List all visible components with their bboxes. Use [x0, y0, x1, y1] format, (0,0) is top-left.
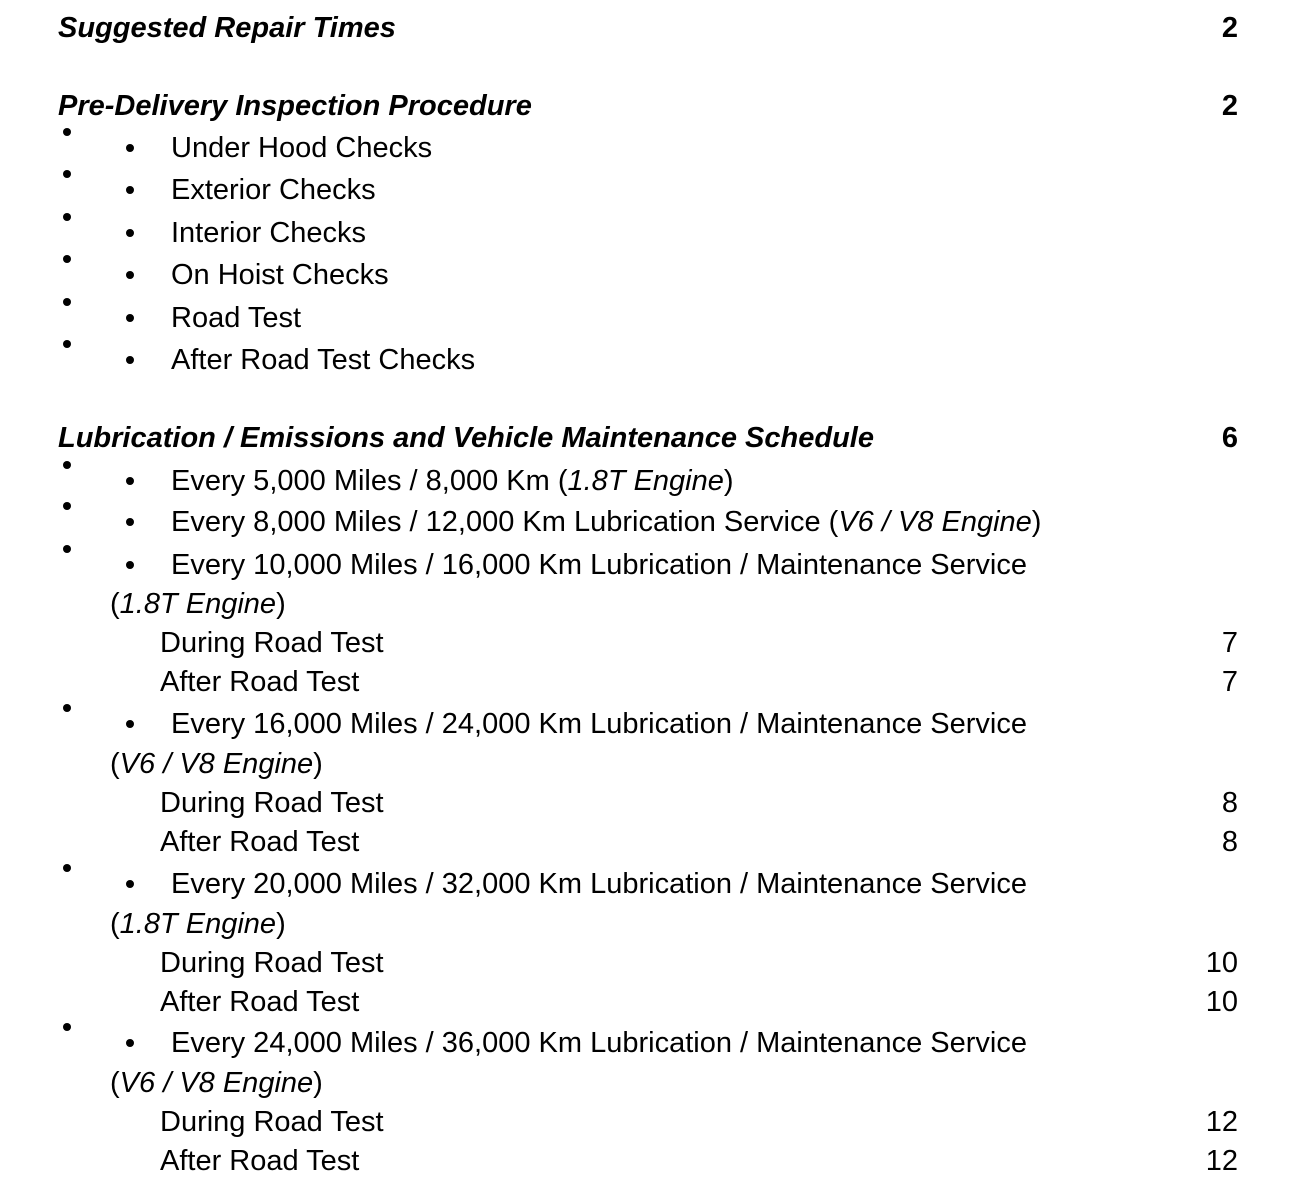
toc-label-text: Under Hood Checks	[171, 132, 433, 164]
toc-subentry	[0, 822, 1312, 862]
toc-label-text: Interior Checks	[171, 217, 367, 249]
toc-label	[58, 418, 874, 458]
toc-label-text: Suggested Repair Times	[58, 12, 396, 44]
toc-label-text: Every 10,000 Miles / 16,000 Km Lubrication / Maintenance Service	[171, 549, 1027, 581]
toc-label-text: After Road Test	[160, 666, 360, 698]
bullet-icon	[126, 477, 134, 485]
toc-label-text: During Road Test	[160, 787, 384, 819]
toc-label-text: Every 16,000 Miles / 24,000 Km Lubrication / Maintenance Service	[171, 708, 1027, 740]
toc-label-tail: )	[723, 465, 734, 497]
toc-label	[160, 1102, 384, 1142]
toc-label-text: Pre-Delivery Inspection Procedure	[58, 90, 532, 122]
toc-label-text: Exterior Checks	[171, 174, 376, 206]
toc-label	[110, 584, 286, 624]
bullet-icon	[126, 356, 134, 364]
bullet-icon	[126, 144, 134, 152]
toc-label-text: During Road Test	[160, 947, 384, 979]
toc-label	[160, 1141, 359, 1181]
toc-entry	[63, 170, 376, 206]
toc-label	[171, 461, 734, 501]
toc-label-text: Every 24,000 Miles / 36,000 Km Lubrication / Maintenance Service	[171, 1027, 1027, 1059]
toc-entry-continuation	[0, 744, 1312, 784]
engine-note: V6 / V8 Engine	[119, 1067, 314, 1099]
bullet-icon	[126, 720, 134, 728]
toc-label	[110, 1063, 323, 1103]
toc-label-text: During Road Test	[160, 1106, 384, 1138]
engine-note: V6 / V8 Engine	[838, 506, 1032, 538]
toc-entry	[63, 1023, 1027, 1059]
toc-label	[171, 1023, 1027, 1063]
toc-entry	[63, 255, 389, 291]
toc-heading	[0, 8, 1312, 48]
toc-label-tail: )	[313, 1067, 323, 1099]
toc-label	[171, 502, 1041, 542]
toc-entry	[63, 545, 1027, 581]
page-number: 8	[1221, 826, 1238, 858]
toc-entry	[63, 461, 734, 497]
page-number: 2	[1221, 90, 1238, 122]
toc-label	[171, 340, 475, 380]
toc-label	[160, 783, 384, 823]
toc-label-text: Every 20,000 Miles / 32,000 Km Lubrication / Maintenance Service	[171, 868, 1027, 900]
toc-label	[160, 822, 359, 862]
toc-label-text: (	[110, 588, 120, 620]
toc-label-text: During Road Test	[160, 627, 384, 659]
toc-label-tail: )	[276, 908, 286, 940]
bullet-icon	[126, 518, 134, 526]
toc-heading	[0, 418, 1312, 458]
toc-label-text: (	[110, 748, 120, 780]
bullet-icon	[126, 186, 134, 194]
toc-label	[110, 744, 323, 784]
toc-label	[171, 170, 376, 210]
toc-subentry	[0, 943, 1312, 983]
toc-label-text: Every 8,000 Miles / 12,000 Km Lubrication Service (	[171, 506, 839, 538]
toc-entry	[63, 704, 1027, 740]
engine-note: V6 / V8 Engine	[119, 748, 314, 780]
page-number: 6	[1221, 422, 1238, 454]
toc-subentry	[0, 662, 1312, 702]
bullet-icon	[126, 880, 134, 888]
toc-entry-continuation	[0, 584, 1312, 624]
bullet-icon	[126, 271, 134, 279]
toc-label-text: Road Test	[171, 302, 302, 334]
toc-label-tail: )	[276, 588, 286, 620]
toc-label	[160, 982, 359, 1022]
toc-heading	[0, 86, 1312, 126]
toc-label	[171, 704, 1027, 744]
toc-label	[171, 545, 1027, 585]
toc-label	[160, 623, 384, 663]
bullet-icon	[126, 229, 134, 237]
engine-note: 1.8T Engine	[567, 465, 724, 497]
toc-label	[171, 213, 366, 253]
bullet-icon	[126, 314, 134, 322]
page-number: 12	[1205, 1106, 1238, 1138]
toc-label-text: Every 5,000 Miles / 8,000 Km (	[171, 465, 568, 497]
toc-label-tail: )	[1031, 506, 1042, 538]
toc-entry	[63, 864, 1027, 900]
toc-entry	[63, 128, 433, 164]
page-number: 12	[1205, 1145, 1238, 1177]
page-number: 7	[1221, 666, 1238, 698]
toc-label-text: After Road Test Checks	[171, 344, 476, 376]
toc-label	[171, 255, 389, 295]
toc-entry	[63, 298, 302, 334]
toc-entry	[63, 213, 367, 249]
toc-label-text: (	[110, 908, 120, 940]
toc-label-text: Lubrication / Emissions and Vehicle Maintenance Schedule	[58, 422, 874, 454]
page-number: 2	[1221, 12, 1238, 44]
toc-label	[171, 128, 432, 168]
bullet-icon	[126, 561, 134, 569]
toc-entry	[63, 502, 1042, 538]
toc-label	[160, 662, 359, 702]
toc-label	[171, 298, 301, 338]
page-number: 8	[1221, 787, 1238, 819]
toc-label-text: After Road Test	[160, 826, 360, 858]
toc-subentry	[0, 982, 1312, 1022]
toc-label	[58, 86, 532, 126]
bullet-icon	[126, 1039, 134, 1047]
engine-note: 1.8T Engine	[119, 908, 277, 940]
toc-subentry	[0, 623, 1312, 663]
toc-label	[160, 943, 384, 983]
toc-subentry	[0, 1102, 1312, 1142]
page-number: 7	[1221, 627, 1238, 659]
page-number: 10	[1205, 947, 1238, 979]
toc-label-text: On Hoist Checks	[171, 259, 389, 291]
toc-label	[110, 904, 286, 944]
toc-label	[58, 8, 396, 48]
toc-subentry	[0, 1141, 1312, 1181]
toc-entry	[63, 340, 476, 376]
page-number: 10	[1205, 986, 1238, 1018]
toc-label	[171, 864, 1027, 904]
toc-entry-continuation	[0, 904, 1312, 944]
toc-subentry	[0, 783, 1312, 823]
toc-entry-continuation	[0, 1063, 1312, 1103]
engine-note: 1.8T Engine	[119, 588, 277, 620]
toc-label-text: After Road Test	[160, 1145, 360, 1177]
toc-label-text: After Road Test	[160, 986, 360, 1018]
toc-label-text: (	[110, 1067, 120, 1099]
toc-label-tail: )	[313, 748, 323, 780]
